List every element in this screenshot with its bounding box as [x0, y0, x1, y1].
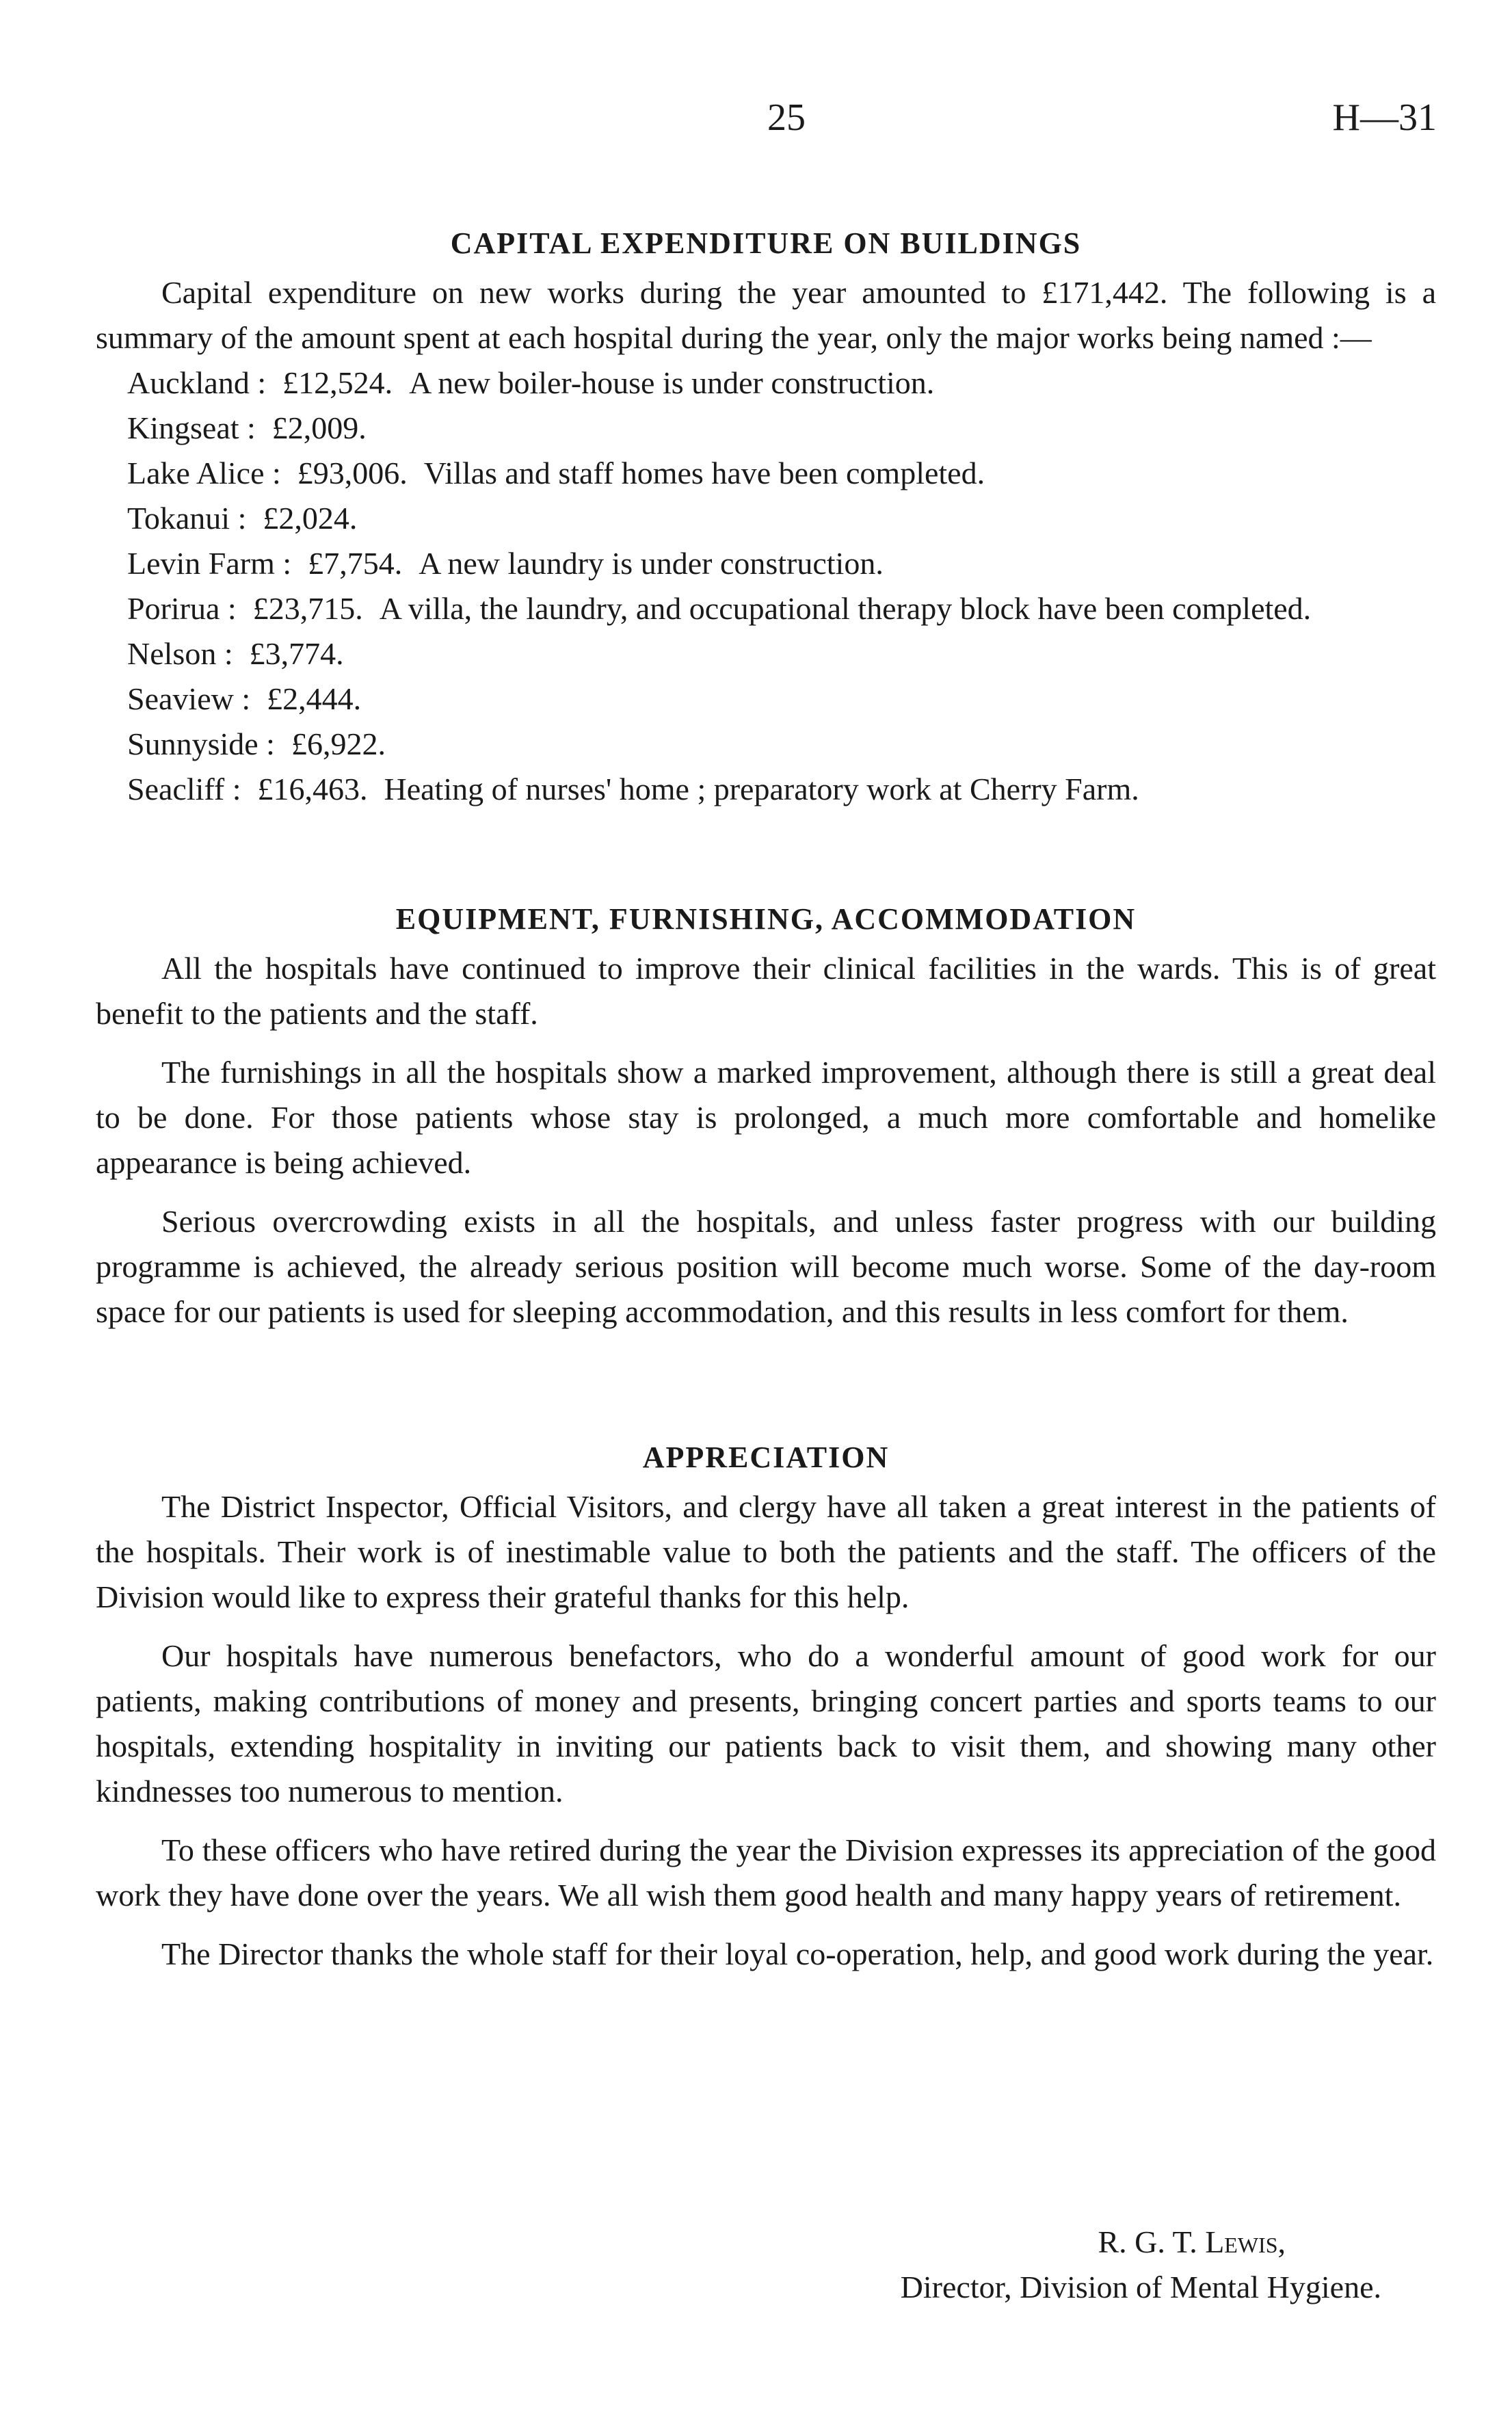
equipment-paragraph: Serious overcrowding exists in all the hospitals, and unless faster progress with our building programme is achieved, the already serious position will become much worse. Some of the day-room space for our patients is used for sleeping accommodation, and this results in less comfort for them. [96, 1204, 1436, 1329]
capital-expenditure-section [96, 226, 1436, 812]
list-item [96, 676, 1436, 722]
list-item [96, 406, 1436, 451]
list-item [96, 451, 1436, 496]
equipment-paragraph: All the hospitals have continued to improve their clinical facilities in the wards. This is of great benefit to the patients and the staff. [96, 951, 1436, 1031]
hospital-expenditure-list [96, 360, 1436, 812]
equipment-heading: EQUIPMENT, FURNISHING, ACCOMMODATION [395, 902, 1137, 936]
page-number: 25 [767, 96, 806, 139]
hospital-name: Seacliff : [127, 772, 241, 806]
expenditure-amount: £2,444. [267, 681, 362, 716]
appreciation-paragraph: The Director thanks the whole staff for their loyal co-operation, help, and good work during the year. [161, 1936, 1434, 1971]
expenditure-amount: £2,009. [271, 410, 367, 445]
expenditure-amount: £7,754. [308, 546, 403, 581]
expenditure-amount: £6,922. [291, 726, 386, 761]
hospital-name: Auckland : [127, 365, 267, 400]
works-note: Villas and staff homes have been completed. [423, 456, 985, 490]
signature-block [766, 2220, 1381, 2310]
appreciation-paragraph: Our hospitals have numerous benefactors, who do a wonderful amount of good work for our patients, making contributions of money and presents, bringing concert parties and sports teams to our hospitals, extending hospitality in inviting our patients back to visit them, and showing many other kindnesses too numerous to mention. [96, 1638, 1436, 1809]
expenditure-amount: £93,006. [297, 456, 408, 490]
equipment-section [96, 902, 1436, 1335]
capital-expenditure-intro: Capital expenditure on new works during the year amounted to £171,442. The following is a summary of the amount spent at each hospital during the year, only the major works being named :— [96, 275, 1436, 355]
signatory-title: Director, Division of Mental Hygiene. [900, 2270, 1381, 2304]
works-note: A new boiler-house is under construction. [409, 365, 935, 400]
appreciation-paragraph: To these officers who have retired during the year the Division expresses its appreciation of the good work they have done over the years. We all wish them good health and many happy years of retirement. [96, 1832, 1436, 1913]
list-item [96, 586, 1436, 631]
hospital-name: Lake Alice : [127, 456, 281, 490]
list-item [96, 631, 1436, 676]
works-note: A villa, the laundry, and occupational therapy block have been completed. [379, 591, 1312, 626]
hospital-name: Levin Farm : [127, 546, 292, 581]
works-note: A new laundry is under construction. [419, 546, 884, 581]
hospital-name: Tokanui : [127, 501, 247, 536]
expenditure-amount: £3,774. [249, 636, 344, 671]
equipment-paragraph: The furnishings in all the hospitals show a marked improvement, although there is still a great deal to be done. For those patients whose stay is prolonged, a much more comfortable and homelike appearance is being achieved. [96, 1055, 1436, 1180]
appreciation-paragraph: The District Inspector, Official Visitors, and clergy have all taken a great interest in the patients of the hospitals. Their work is of inestimable value to both the patients and the staff. The officers of the Division would like to express their grateful thanks for this help. [96, 1489, 1436, 1614]
list-item [96, 722, 1436, 767]
hospital-name: Sunnyside : [127, 726, 275, 761]
capital-expenditure-heading: CAPITAL EXPENDITURE ON BUILDINGS [450, 226, 1082, 260]
appreciation-section [96, 1440, 1436, 1977]
document-reference: H—31 [1332, 96, 1437, 139]
hospital-name: Nelson : [127, 636, 233, 671]
appreciation-heading: APPRECIATION [642, 1441, 890, 1474]
expenditure-amount: £12,524. [282, 365, 393, 400]
list-item [96, 496, 1436, 541]
hospital-name: Porirua : [127, 591, 237, 626]
list-item [96, 767, 1436, 812]
list-item [96, 360, 1436, 406]
hospital-name: Kingseat : [127, 410, 256, 445]
expenditure-amount: £23,715. [252, 591, 363, 626]
list-item [96, 541, 1436, 586]
hospital-name: Seaview : [127, 681, 251, 716]
works-note: Heating of nurses' home ; preparatory work at Cherry Farm. [384, 772, 1139, 806]
signatory-name: R. G. T. Lewis, [1098, 2224, 1286, 2259]
expenditure-amount: £16,463. [257, 772, 368, 806]
expenditure-amount: £2,024. [263, 501, 358, 536]
